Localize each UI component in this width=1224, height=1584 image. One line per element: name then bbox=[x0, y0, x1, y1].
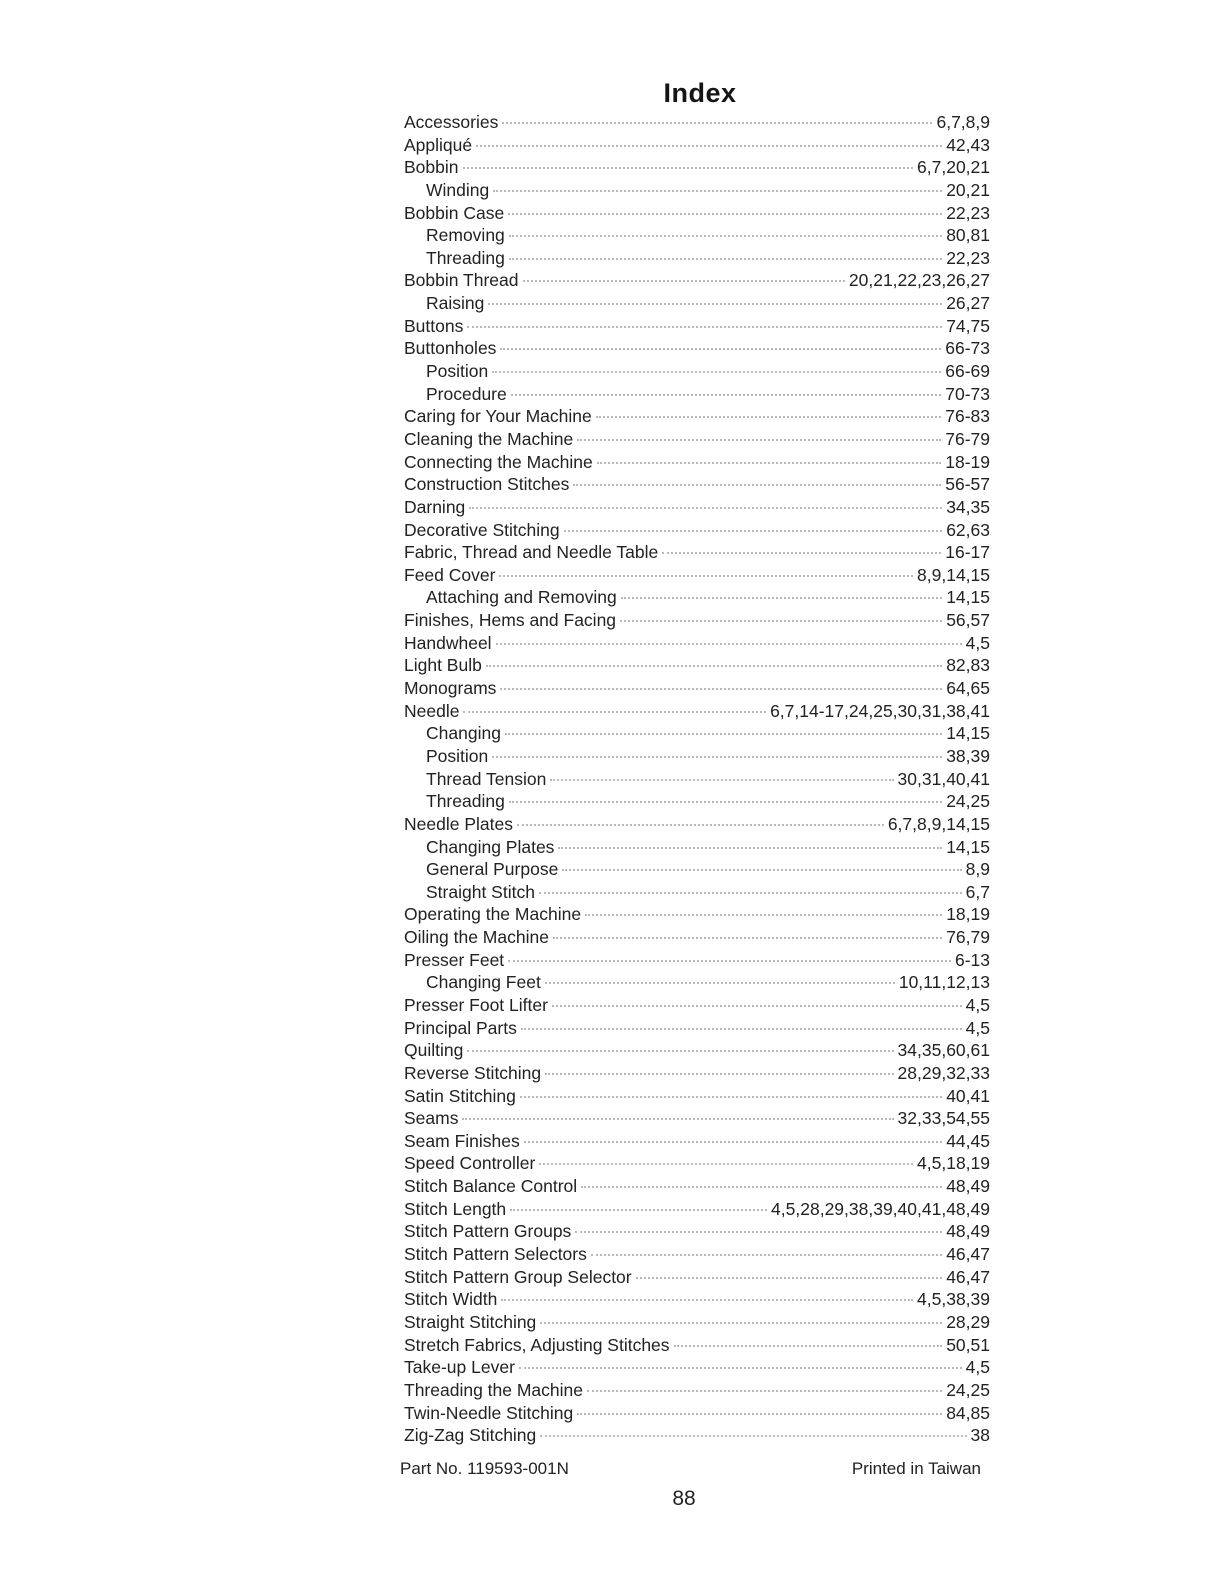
index-pages: 76-83 bbox=[945, 406, 990, 427]
index-pages: 76,79 bbox=[946, 927, 990, 948]
dot-leader bbox=[501, 1299, 913, 1301]
index-pages: 70-73 bbox=[945, 383, 990, 404]
index-term: Procedure bbox=[426, 383, 507, 404]
index-entry bbox=[404, 1085, 990, 1108]
index-pages: 76-79 bbox=[945, 428, 990, 449]
dot-leader bbox=[577, 1413, 942, 1415]
index-term: Position bbox=[426, 361, 489, 382]
index-subentry bbox=[404, 179, 990, 202]
dot-leader bbox=[558, 847, 942, 849]
index-term: Needle bbox=[404, 700, 460, 721]
dot-leader bbox=[636, 1277, 943, 1279]
dot-leader bbox=[587, 1390, 942, 1392]
index-pages: 48,49 bbox=[946, 1176, 990, 1197]
dot-leader bbox=[581, 1186, 942, 1188]
dot-leader bbox=[545, 982, 895, 984]
index-subentry bbox=[404, 790, 990, 813]
index-entry bbox=[404, 994, 990, 1017]
dot-leader bbox=[476, 145, 942, 147]
index-entry bbox=[404, 405, 990, 428]
index-entry bbox=[404, 632, 990, 655]
index-term: Light Bulb bbox=[404, 655, 482, 676]
index-term: Bobbin Case bbox=[404, 202, 505, 223]
index-entry bbox=[404, 111, 990, 134]
index-subentry bbox=[404, 586, 990, 609]
index-entry bbox=[404, 949, 990, 972]
dot-leader bbox=[545, 1073, 893, 1075]
index-entry bbox=[404, 1424, 990, 1447]
index-term: Presser Foot Lifter bbox=[404, 994, 548, 1015]
index-term: Presser Feet bbox=[404, 949, 505, 970]
index-term: Stitch Pattern Groups bbox=[404, 1221, 572, 1242]
index-entry bbox=[404, 1220, 990, 1243]
index-entry bbox=[404, 315, 990, 338]
index-term: Threading bbox=[426, 247, 505, 268]
index-entry bbox=[404, 428, 990, 451]
index-pages: 50,51 bbox=[946, 1334, 990, 1355]
index-pages: 34,35,60,61 bbox=[897, 1040, 990, 1061]
index-pages: 46,47 bbox=[946, 1266, 990, 1287]
dot-leader bbox=[488, 303, 942, 305]
dot-leader bbox=[469, 507, 942, 509]
index-pages: 28,29 bbox=[946, 1311, 990, 1332]
dot-leader bbox=[597, 462, 942, 464]
index-term: Zig-Zag Stitching bbox=[404, 1425, 537, 1446]
index-term: Take-up Lever bbox=[404, 1357, 515, 1378]
dot-leader bbox=[509, 801, 942, 803]
dot-leader bbox=[499, 575, 913, 577]
index-entry bbox=[404, 519, 990, 542]
dot-leader bbox=[539, 892, 962, 894]
index-term: Connecting the Machine bbox=[404, 451, 593, 472]
index-entry bbox=[404, 1288, 990, 1311]
index-term: Operating the Machine bbox=[404, 904, 582, 925]
index-subentry bbox=[404, 971, 990, 994]
part-number: Part No. 119593-001N bbox=[400, 1459, 569, 1478]
index-pages: 66-69 bbox=[945, 361, 990, 382]
index-term: Bobbin bbox=[404, 157, 459, 178]
dot-leader bbox=[502, 122, 932, 124]
index-pages: 24,25 bbox=[946, 1379, 990, 1400]
index-entry bbox=[404, 1243, 990, 1266]
index-pages: 6,7,20,21 bbox=[917, 157, 990, 178]
dot-leader bbox=[553, 937, 942, 939]
index-term: Quilting bbox=[404, 1040, 464, 1061]
index-term: Finishes, Hems and Facing bbox=[404, 610, 617, 631]
index-pages: 56,57 bbox=[946, 610, 990, 631]
index-entry bbox=[404, 1266, 990, 1289]
dot-leader bbox=[493, 190, 942, 192]
index-pages: 8,9 bbox=[965, 859, 990, 880]
dot-leader bbox=[463, 711, 766, 713]
dot-leader bbox=[552, 1005, 962, 1007]
index-pages: 14,15 bbox=[946, 836, 990, 857]
index-entry bbox=[404, 134, 990, 157]
index-entry bbox=[404, 700, 990, 723]
index-term: Feed Cover bbox=[404, 564, 496, 585]
index-pages: 48,49 bbox=[946, 1221, 990, 1242]
index-term: Monograms bbox=[404, 678, 497, 699]
index-entry bbox=[404, 1107, 990, 1130]
index-subentry bbox=[404, 360, 990, 383]
index-term: Satin Stitching bbox=[404, 1085, 516, 1106]
dot-leader bbox=[486, 665, 942, 667]
dot-leader bbox=[509, 235, 942, 237]
index-entry bbox=[404, 1039, 990, 1062]
index-subentry bbox=[404, 881, 990, 904]
index-pages: 84,85 bbox=[946, 1402, 990, 1423]
index-pages: 64,65 bbox=[946, 678, 990, 699]
index-pages: 66-73 bbox=[945, 338, 990, 359]
dot-leader bbox=[550, 779, 893, 781]
index-pages: 20,21,22,23,26,27 bbox=[848, 270, 990, 291]
index-pages: 6,7,14-17,24,25,30,31,38,41 bbox=[770, 700, 990, 721]
index-entry bbox=[404, 1017, 990, 1040]
index-pages: 26,27 bbox=[946, 293, 990, 314]
index-term: Appliqué bbox=[404, 134, 473, 155]
dot-leader bbox=[520, 1096, 942, 1098]
index-pages: 34,35 bbox=[946, 496, 990, 517]
index-subentry bbox=[404, 745, 990, 768]
index-pages: 4,5 bbox=[965, 1357, 990, 1378]
dot-leader bbox=[575, 1231, 942, 1233]
index-entry bbox=[404, 813, 990, 836]
index-entry bbox=[404, 1175, 990, 1198]
index-pages: 10,11,12,13 bbox=[898, 972, 990, 993]
index-term: Winding bbox=[426, 179, 490, 200]
index-subentry bbox=[404, 722, 990, 745]
index-entry bbox=[404, 451, 990, 474]
index-term: Stitch Pattern Group Selector bbox=[404, 1266, 632, 1287]
index-subentry bbox=[404, 292, 990, 315]
index-term: Stitch Balance Control bbox=[404, 1176, 578, 1197]
index-pages: 56-57 bbox=[945, 474, 990, 495]
index-entry bbox=[404, 654, 990, 677]
index-term: Raising bbox=[426, 293, 485, 314]
index-term: Straight Stitch bbox=[426, 881, 535, 902]
printed-location: Printed in Taiwan bbox=[851, 1459, 981, 1478]
index-pages: 6,7,8,9,14,15 bbox=[887, 813, 990, 834]
index-entry bbox=[404, 1334, 990, 1357]
index-pages: 22,23 bbox=[946, 202, 990, 223]
index-pages: 24,25 bbox=[946, 791, 990, 812]
dot-leader bbox=[539, 1163, 913, 1165]
dot-leader bbox=[521, 1028, 962, 1030]
dot-leader bbox=[523, 280, 845, 282]
index-pages: 4,5,38,39 bbox=[917, 1289, 990, 1310]
index-entry bbox=[404, 541, 990, 564]
index-subentry bbox=[404, 224, 990, 247]
dot-leader bbox=[591, 1254, 942, 1256]
index-pages: 18,19 bbox=[946, 904, 990, 925]
index-term: Handwheel bbox=[404, 632, 492, 653]
dot-leader bbox=[511, 394, 941, 396]
index-term: Seams bbox=[404, 1108, 459, 1129]
index-term: Cleaning the Machine bbox=[404, 428, 574, 449]
index-entry bbox=[404, 1152, 990, 1175]
index-entry bbox=[404, 1402, 990, 1425]
dot-leader bbox=[585, 914, 942, 916]
dot-leader bbox=[508, 213, 942, 215]
index-term: Construction Stitches bbox=[404, 474, 570, 495]
index-pages: 20,21 bbox=[946, 179, 990, 200]
index-entry bbox=[404, 677, 990, 700]
dot-leader bbox=[540, 1322, 942, 1324]
dot-leader bbox=[467, 1050, 893, 1052]
index-pages: 8,9,14,15 bbox=[917, 564, 990, 585]
index-entry bbox=[404, 1198, 990, 1221]
page-title: Index bbox=[663, 78, 737, 109]
dot-leader bbox=[596, 416, 941, 418]
index-term: Attaching and Removing bbox=[426, 587, 617, 608]
dot-leader bbox=[577, 439, 941, 441]
dot-leader bbox=[662, 552, 941, 554]
index-term: General Purpose bbox=[426, 859, 559, 880]
index-term: Changing bbox=[426, 723, 501, 744]
index-list bbox=[404, 111, 990, 1447]
index-entry bbox=[404, 337, 990, 360]
index-pages: 18-19 bbox=[945, 451, 990, 472]
index-entry bbox=[404, 1062, 990, 1085]
index-term: Darning bbox=[404, 496, 466, 517]
index-term: Stitch Length bbox=[404, 1198, 507, 1219]
dot-leader bbox=[621, 597, 943, 599]
index-pages: 6,7 bbox=[965, 881, 990, 902]
index-entry bbox=[404, 202, 990, 225]
index-subentry bbox=[404, 247, 990, 270]
dot-leader bbox=[467, 326, 942, 328]
index-pages: 4,5 bbox=[965, 632, 990, 653]
index-entry bbox=[404, 1379, 990, 1402]
index-pages: 4,5 bbox=[965, 1017, 990, 1038]
index-pages: 6-13 bbox=[954, 949, 990, 970]
index-entry bbox=[404, 1311, 990, 1334]
index-entry bbox=[404, 496, 990, 519]
index-term: Seam Finishes bbox=[404, 1130, 520, 1151]
index-pages: 16-17 bbox=[945, 542, 990, 563]
index-term: Fabric, Thread and Needle Table bbox=[404, 542, 659, 563]
index-term: Twin-Needle Stitching bbox=[404, 1402, 574, 1423]
dot-leader bbox=[573, 484, 941, 486]
dot-leader bbox=[500, 688, 942, 690]
index-pages: 46,47 bbox=[946, 1244, 990, 1265]
index-subentry bbox=[404, 858, 990, 881]
dot-leader bbox=[496, 643, 962, 645]
index-term: Threading bbox=[426, 791, 505, 812]
index-pages: 80,81 bbox=[946, 225, 990, 246]
dot-leader bbox=[505, 733, 942, 735]
index-term: Changing Plates bbox=[426, 836, 555, 857]
index-pages: 6,7,8,9 bbox=[936, 112, 990, 132]
index-subentry bbox=[404, 836, 990, 859]
index-term: Needle Plates bbox=[404, 813, 513, 834]
index-term: Stretch Fabrics, Adjusting Stitches bbox=[404, 1334, 670, 1355]
index-pages: 44,45 bbox=[946, 1130, 990, 1151]
index-pages: 38,39 bbox=[946, 745, 990, 766]
dot-leader bbox=[462, 1118, 893, 1120]
index-entry bbox=[404, 156, 990, 179]
index-entry bbox=[404, 1130, 990, 1153]
index-pages: 40,41 bbox=[946, 1085, 990, 1106]
index-pages: 30,31,40,41 bbox=[897, 768, 990, 789]
index-term: Reverse Stitching bbox=[404, 1062, 542, 1083]
index-pages: 82,83 bbox=[946, 655, 990, 676]
page-number: 88 bbox=[672, 1487, 696, 1510]
index-pages: 4,5,18,19 bbox=[917, 1153, 990, 1174]
dot-leader bbox=[492, 756, 942, 758]
index-term: Straight Stitching bbox=[404, 1311, 537, 1332]
index-pages: 74,75 bbox=[946, 315, 990, 336]
index-term: Stitch Pattern Selectors bbox=[404, 1244, 587, 1265]
dot-leader bbox=[562, 869, 961, 871]
index-pages: 32,33,54,55 bbox=[897, 1108, 990, 1129]
index-term: Buttons bbox=[404, 315, 464, 336]
dot-leader bbox=[540, 1435, 966, 1437]
dot-leader bbox=[519, 1367, 962, 1369]
index-entry bbox=[404, 926, 990, 949]
index-entry bbox=[404, 564, 990, 587]
dot-leader bbox=[508, 960, 951, 962]
index-subentry bbox=[404, 768, 990, 791]
dot-leader bbox=[510, 1209, 767, 1211]
index-pages: 38 bbox=[970, 1425, 990, 1446]
index-entry bbox=[404, 609, 990, 632]
index-term: Caring for Your Machine bbox=[404, 406, 592, 427]
index-pages: 28,29,32,33 bbox=[897, 1062, 990, 1083]
index-term: Changing Feet bbox=[426, 972, 541, 993]
dot-leader bbox=[620, 620, 942, 622]
index-term: Principal Parts bbox=[404, 1017, 517, 1038]
index-entry bbox=[404, 473, 990, 496]
index-term: Oiling the Machine bbox=[404, 927, 549, 948]
index-entry bbox=[404, 1356, 990, 1379]
index-term: Accessories bbox=[404, 112, 499, 132]
index-term: Decorative Stitching bbox=[404, 519, 560, 540]
index-term: Buttonholes bbox=[404, 338, 497, 359]
index-term: Thread Tension bbox=[426, 768, 547, 789]
index-pages: 62,63 bbox=[946, 519, 990, 540]
index-pages: 42,43 bbox=[946, 134, 990, 155]
index-term: Stitch Width bbox=[404, 1289, 498, 1310]
index-pages: 14,15 bbox=[946, 723, 990, 744]
dot-leader bbox=[524, 1141, 942, 1143]
index-pages: 22,23 bbox=[946, 247, 990, 268]
index-pages: 4,5 bbox=[965, 994, 990, 1015]
dot-leader bbox=[492, 371, 941, 373]
dot-leader bbox=[517, 824, 884, 826]
index-entry bbox=[404, 903, 990, 926]
index-pages: 14,15 bbox=[946, 587, 990, 608]
index-term: Position bbox=[426, 745, 489, 766]
index-term: Speed Controller bbox=[404, 1153, 536, 1174]
index-pages: 4,5,28,29,38,39,40,41,48,49 bbox=[771, 1198, 990, 1219]
dot-leader bbox=[500, 348, 941, 350]
dot-leader bbox=[674, 1345, 943, 1347]
index-entry bbox=[404, 269, 990, 292]
dot-leader bbox=[509, 258, 942, 260]
index-subentry bbox=[404, 383, 990, 406]
index-term: Threading the Machine bbox=[404, 1379, 583, 1400]
index-term: Bobbin Thread bbox=[404, 270, 519, 291]
dot-leader bbox=[463, 167, 914, 169]
index-term: Removing bbox=[426, 225, 505, 246]
dot-leader bbox=[564, 530, 943, 532]
